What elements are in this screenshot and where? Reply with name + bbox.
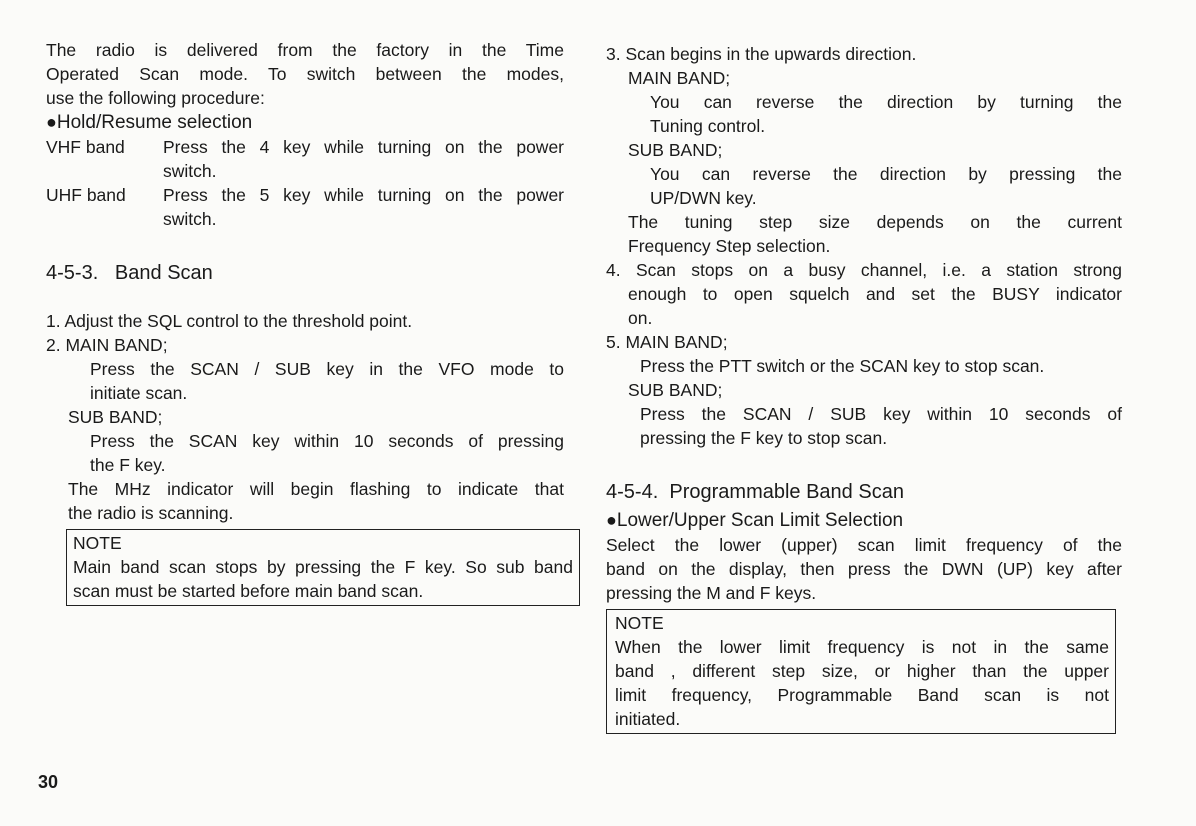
step-4-text-2: enough to open squelch and set the BUSY indicator (628, 284, 1122, 304)
limit-text-1: Select the lower (upper) scan limit frequency of the (606, 535, 1122, 555)
tuning-text-2: Frequency Step selection. (628, 236, 831, 256)
step-3: 3. Scan begins in the upwards direction. (606, 44, 917, 64)
step-5-sub-label: SUB BAND; (628, 380, 723, 400)
sub-band-text-1: Press the SCAN key within 10 seconds of pressing (90, 431, 564, 451)
main-band-label: MAIN BAND; (628, 68, 731, 88)
vhf-band-text-2: switch. (163, 161, 217, 181)
step-4-text-1: 4. Scan stops on a busy channel, i.e. a station strong (606, 260, 1122, 280)
uhf-band-text-2: switch. (163, 209, 217, 229)
sub-band-label: SUB BAND; (68, 407, 163, 427)
note-box-left (66, 529, 580, 606)
step-2-text-2: initiate scan. (90, 383, 188, 403)
note-box-right (606, 609, 1116, 734)
left-column (46, 38, 573, 606)
intro-line-1: The radio is delivered from the factory in the Time (46, 40, 564, 60)
limit-text-2: band on the display, then press the DWN (UP) key after (606, 559, 1122, 579)
sub-band-text-2: the F key. (90, 455, 166, 475)
right-column (606, 42, 1122, 734)
uhf-band-text-1: Press the 5 key while turning on the power (163, 185, 564, 205)
page-number: 30 (38, 772, 59, 792)
tuning-text-1: The tuning step size depends on the current (628, 212, 1122, 232)
note-right-text-1: When the lower limit frequency is not in the same (615, 637, 1109, 657)
sub-band-right-text-2: UP/DWN key. (650, 188, 757, 208)
uhf-band-row (46, 183, 564, 231)
note-right-text-3: limit frequency, Programmable Band scan is not (615, 685, 1109, 705)
step-1: 1. Adjust the SQL control to the threshold point. (46, 311, 413, 331)
step-5-main-text: Press the PTT switch or the SCAN key to stop scan. (640, 356, 1045, 376)
bullet-icon: ● (606, 510, 617, 530)
section-heading-band-scan: 4-5-3. Band Scan (46, 262, 213, 284)
note-title: NOTE (73, 533, 122, 553)
limit-selection-heading: ●Lower/Upper Scan Limit Selection (606, 510, 904, 531)
note-title-right: NOTE (615, 613, 664, 633)
step-5-sub-text-2: pressing the F key to stop scan. (640, 428, 888, 448)
vhf-band-label: VHF band (46, 137, 125, 157)
step-5-sub-text-1: Press the SCAN / SUB key within 10 seconds of (640, 404, 1122, 424)
sub-band-right-text-1: You can reverse the direction by pressing the (650, 164, 1122, 184)
step-2-text-1: Press the SCAN / SUB key in the VFO mode to (90, 359, 564, 379)
section-heading-programmable-band-scan: 4-5-4. Programmable Band Scan (606, 481, 904, 503)
main-band-text-2: Tuning control. (650, 116, 766, 136)
note-text-2: scan must be started before main band scan. (73, 581, 424, 601)
mhz-text-2: the radio is scanning. (68, 503, 234, 523)
step-4-text-3: on. (628, 308, 653, 328)
intro-line-3: use the following procedure: (46, 88, 265, 108)
step-2: 2. MAIN BAND; (46, 335, 168, 355)
hold-resume-heading: ●Hold/Resume selection (46, 112, 253, 133)
limit-text-3: pressing the M and F keys. (606, 583, 817, 603)
note-right-text-4: initiated. (615, 709, 681, 729)
mhz-text-1: The MHz indicator will begin flashing to indicate that (68, 479, 564, 499)
note-text-1: Main band scan stops by pressing the F key. So sub band (73, 557, 573, 577)
main-band-text-1: You can reverse the direction by turning the (650, 92, 1122, 112)
vhf-band-text-1: Press the 4 key while turning on the power (163, 137, 564, 157)
step-5: 5. MAIN BAND; (606, 332, 728, 352)
note-right-text-2: band , different step size, or higher than the upper (615, 661, 1109, 681)
sub-band-label-right: SUB BAND; (628, 140, 723, 160)
vhf-band-row (46, 135, 564, 183)
uhf-band-label: UHF band (46, 185, 126, 205)
intro-line-2: Operated Scan mode. To switch between the modes, (46, 64, 564, 84)
bullet-icon: ● (46, 112, 57, 132)
